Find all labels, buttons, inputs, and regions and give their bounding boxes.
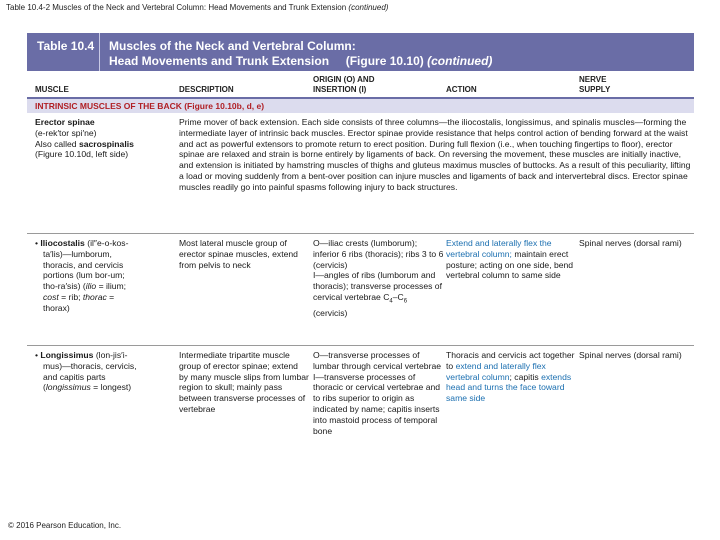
eq-thorac: = xyxy=(106,291,115,302)
origin-text: O—iliac crests (lumborum); inferior 6 ribs (thoracis); ribs 3 to 6 (cervicis) xyxy=(313,238,444,270)
muscle-line1 xyxy=(35,238,171,249)
eq-longest: = longest) xyxy=(90,382,132,393)
term-thorac: thorac xyxy=(82,291,107,302)
muscle-line6 xyxy=(35,292,171,303)
muscle-table xyxy=(27,33,694,496)
term-longissimus: longissimus xyxy=(45,382,91,393)
muscle-line7: thorax) xyxy=(43,302,70,313)
term-ilio: ilio xyxy=(85,281,97,292)
muscle-line4 xyxy=(35,382,171,393)
col-nerve-line1: NERVE xyxy=(579,75,607,84)
col-origin-line1: ORIGIN (O) AND xyxy=(313,75,375,84)
alias-name: sacrospinalis xyxy=(78,138,134,149)
table-title-line1: Muscles of the Neck and Vertebral Column: xyxy=(109,39,356,53)
slide-title-suffix: (continued) xyxy=(348,3,389,12)
table-title-main: Head Movements and Trunk Extension xyxy=(109,54,330,68)
muscle-cell xyxy=(35,350,171,393)
muscle-line2: mus)—thoracis, cervicis, xyxy=(43,360,137,371)
bullet: • xyxy=(35,238,39,248)
nerve-cell: Spinal nerves (dorsal rami) xyxy=(579,238,682,248)
muscle-line3: and capitis parts xyxy=(43,371,106,382)
action-cell xyxy=(446,238,578,281)
muscle-name: Iliocostalis xyxy=(40,238,85,248)
eq-ilio: = ilium; xyxy=(96,281,127,292)
line5-text: tho-ra′sis) ( xyxy=(43,281,86,292)
muscle-line3: thoracis, and cervicis xyxy=(43,259,124,270)
eq-cost: = rib; xyxy=(58,291,83,302)
muscle-cell xyxy=(35,238,171,314)
insertion-end: (cervicis) xyxy=(313,307,348,318)
origin-insertion-cell xyxy=(313,238,445,318)
action-text-a: Thoracis and cervicis act together to xyxy=(446,350,575,371)
insertion-main: I—angles of ribs (lumborum and thoracis); transverse processes of cervical vertebrae C xyxy=(313,270,442,302)
table-title-line2 xyxy=(109,54,492,68)
nerve-cell: Spinal nerves (dorsal rami) xyxy=(579,350,682,360)
insertion-dash: –C xyxy=(392,291,404,302)
description-cell: Intermediate tripartite muscle group of erector spinae; extend by many muscle slips from lumbar region to skull; mainly pass between transverse processes of vertebrae xyxy=(179,350,309,414)
table-row-longissimus xyxy=(27,346,694,496)
col-origin-line2: INSERTION (I) xyxy=(313,85,367,94)
action-highlight-b: extend and laterally flex vertebral column xyxy=(446,360,546,382)
muscle-line1 xyxy=(35,350,171,361)
paren-open: ( xyxy=(43,382,46,393)
term-cost: cost xyxy=(43,291,59,302)
muscle-pronunciation: (e-rek′tor spi′ne) xyxy=(35,127,97,138)
table-row-iliocostalis xyxy=(27,234,694,345)
muscle-pronunciation: (il″e-o-kos- xyxy=(87,238,129,248)
muscle-cell xyxy=(35,117,171,160)
section-title: INTRINSIC MUSCLES OF THE BACK (Figure 10.10b, d, e) xyxy=(35,101,265,111)
col-nerve-line2: SUPPLY xyxy=(579,85,611,94)
banner-divider xyxy=(99,33,100,71)
action-text: maintain erect posture; acting on one side, bend vertebral column to same side xyxy=(446,248,574,281)
table-row-erector-spinae xyxy=(27,113,694,233)
section-header xyxy=(27,99,694,113)
bullet: • xyxy=(35,350,39,360)
alias-prefix: Also called xyxy=(35,138,79,149)
col-description: DESCRIPTION xyxy=(179,85,234,94)
insertion-sub1: 4 xyxy=(389,298,393,305)
col-muscle: MUSCLE xyxy=(35,85,69,94)
insertion-text: I—transverse processes of thoracic or cervical vertebrae and to ribs superior to origin as indicated by name; capitis inserts into mastoid process of temporal bone xyxy=(313,371,441,436)
muscle-line2: ta′lis)—lumborum, xyxy=(43,248,112,259)
muscle-pronunciation: (lon-jis′i- xyxy=(95,350,128,360)
action-cell xyxy=(446,350,578,404)
table-number: Table 10.4 xyxy=(37,39,95,53)
col-action: ACTION xyxy=(446,85,477,94)
slide-title-text: Table 10.4-2 Muscles of the Neck and Vertebral Column: Head Movements and Trunk Extension xyxy=(6,3,347,12)
description-cell: Prime mover of back extension. Each side consists of three columns—the iliocostalis, longissimus, and spinalis muscles—forming the intermediate layer of intrinsic back muscles. Erector spinae provide resistance that helps control action of bending forward at the waist and act as powerful extensors to promote return to erect position. During full flexion (i.e., when touching fingertips to floor), erector spinae are relaxed and strain is borne entirely by ligaments of back. On reversing the movement, these muscles are initially inactive, and extension is initiated by hamstring muscles of thighs and gluteus maximus muscles of buttocks. As a result of this peculiarity, lifting a load or moving suddenly from a bent-over position can injure muscles and ligaments of back and intervertebral discs. Erector spinae muscles readily go into painful spasms following injury to back structures. xyxy=(179,117,691,192)
muscle-name: Longissimus xyxy=(40,350,94,360)
action-highlight: Extend and laterally flex the vertebral column; xyxy=(446,238,552,259)
slide-title xyxy=(6,3,388,12)
insertion-sub2: 6 xyxy=(403,298,408,305)
table-title-continued: (continued) xyxy=(427,54,493,68)
muscle-line5 xyxy=(35,281,171,292)
description-cell: Most lateral muscle group of erector spinae muscles, extend from pelvis to neck xyxy=(179,238,298,270)
action-highlight-d: extends head and turns the face toward same side xyxy=(446,371,572,404)
muscle-alias xyxy=(35,139,171,150)
copyright-footer: © 2016 Pearson Education, Inc. xyxy=(8,521,122,530)
column-headers xyxy=(27,71,694,97)
muscle-figure-ref: (Figure 10.10d, left side) xyxy=(35,149,129,160)
origin-text: O—transverse processes of lumbar through cervical vertebrae xyxy=(313,350,442,371)
table-banner xyxy=(27,33,694,71)
action-text-c: ; capitis xyxy=(509,371,542,382)
table-title-figure: (Figure 10.10) xyxy=(345,54,424,68)
muscle-line4: portions (lum bor-um; xyxy=(43,270,125,281)
origin-insertion-cell xyxy=(313,350,445,436)
muscle-name: Erector spinae xyxy=(35,117,95,127)
insertion-text xyxy=(313,270,445,318)
